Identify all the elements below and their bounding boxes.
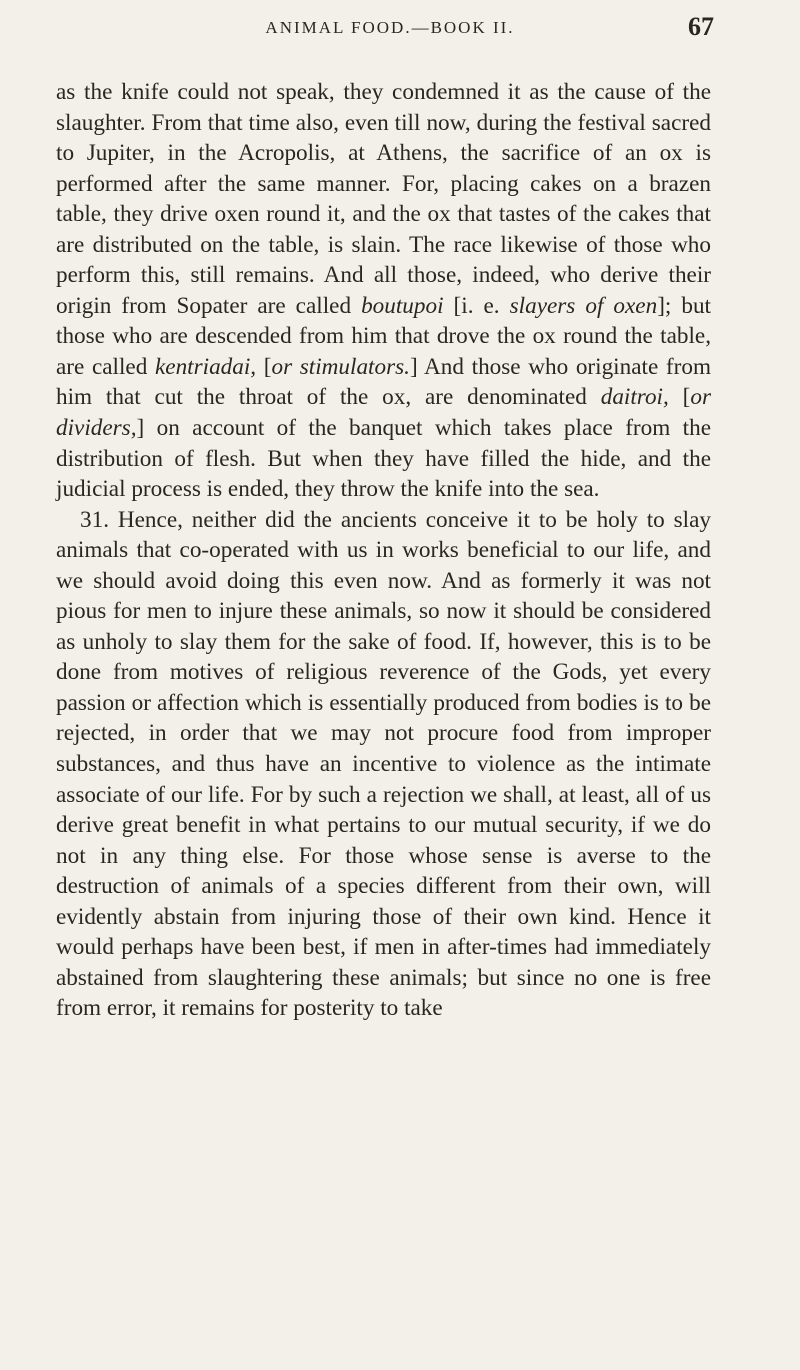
paragraph-31 (56, 505, 711, 1024)
text-segment: ] And those who originate from him that cut the throat of the ox, are denominated (56, 353, 711, 411)
paragraph-continuation (56, 77, 711, 505)
body-text (56, 77, 711, 1024)
translation: slayers of oxen (509, 292, 658, 319)
translation: or stimulators. (271, 353, 410, 380)
text-segment: [ (668, 384, 691, 411)
translation: or dividers, (56, 384, 711, 442)
text-segment: as the knife could not speak, they condemned it as the cause of the slaughter. From that time also, even till now, during the festival sacred to Jupiter, in the Acropolis, at Athens, the sacrifice of an ox is performed after the same manner. For, placing cakes on a brazen table, they drive oxen round it, and the ox that tastes of the cakes that are distributed on the table, is slain. The race likewise of those who perform this, still remains. And all those, indeed, who derive their origin from Sopater are called (56, 79, 711, 319)
section-number: 31. (80, 506, 109, 533)
text-segment: [ (256, 353, 272, 380)
greek-term: daitroi, (600, 384, 669, 411)
page-number: 67 (688, 12, 714, 41)
paragraph-text: Hence, neither did the ancients conceive it to be holy to slay animals that co-operated with us in works beneficial to our life, and we should avoid doing this even now. And as formerly it was not pious for men to injure these animals, so now it should be considered as unholy to slay them for the sake of food. If, however, this is to be done from motives of religious reverence of the Gods, yet every passion or affection which is essentially produced from bodies is to be rejected, in order that we may not procure food from improper substances, and thus have an incentive to violence as the intimate associate of our life. For by such a rejection we shall, at least, all of us derive great benefit in what pertains to our mutual security, if we do not in any thing else. For those whose sense is averse to the destruction of animals of a species different from their own, will evidently abstain from injuring those of their own kind. Hence it would perhaps have been best, if men in after-times had immediately abstained from slaughtering these animals; but since no one is free from error, it remains for posterity to take (56, 506, 711, 1022)
greek-term: kentriadai, (154, 353, 257, 380)
text-segment: [i. e. (443, 292, 510, 319)
greek-term: boutupoi (361, 292, 444, 319)
text-segment: ] on account of the banquet which takes place from the distribution of flesh. But when they have filled the hide, and the judicial process is ended, they throw the knife into the sea. (56, 415, 711, 503)
text-segment: ]; but those who are descended from him that drove the ox round the table, are called (56, 292, 712, 380)
running-head (60, 12, 714, 41)
running-title: ANIMAL FOOD.—BOOK II. (265, 18, 515, 37)
